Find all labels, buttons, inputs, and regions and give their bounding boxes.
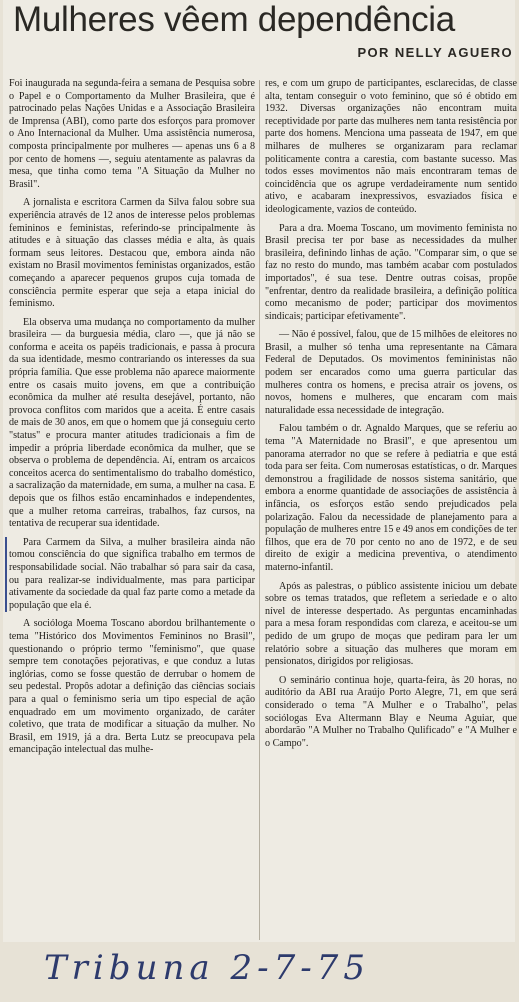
handwritten-source-note: Tribuna 2-7-75 — [44, 948, 370, 988]
article-column-left — [9, 78, 255, 763]
paragraph: Para a dra. Moema Toscano, um movimento feminista no Brasil precisa ter por base as necessidades da mulher brasileira, definindo linhas de ação. "Comparar sim, o que se faz no resto do mundo, mas também acabar com postulados importados", é sua tese. Dentre outras coisas, propõe "enfrentar, dentro da realidade brasileira, a definição política como mecanismo de poder; participar dos movimentos sindicais; participar efetivamente". — [265, 222, 517, 322]
paragraph: res, e com um grupo de participantes, esclarecidas, de classe alta, tentam conseguir o voto feminino, que só é obtido em 1932. Diversas organizações não encontram muita receptividade por parte das mulheres nem tanta resistência por parte dos homens. Menciona uma passeata de 1947, em que milhares de mulheres se organizaram para reclamar politicamente contra a carestia, com bastante sucesso. Mas todos esses movimentos não mais encontraram temas de coincidência que os agrupe verdadeiramente num sentido ativo, e acabaram inexpressivos, esvaziados física e ideologicamente, vazios de conteúdo. — [265, 78, 517, 215]
paragraph: Falou também o dr. Agnaldo Marques, que se referiu ao tema "A Maternidade no Brasil", e que apresentou um panorama aterrador no que se refere à pediatria e que está toda para ser feita. Com numerosas estatísticas, o dr. Marques demonstrou a fragilidade de nossos sistema sanitário, que embora a enorme quantidade de associações de assistência à infância, os esforços estão sendo prejudicados pela polarização. Falou da necessidade de planejamento para a população de mulheres entre 15 e 49 anos em condições de ter filhos, que era de 70 por cento no ano de 1972, e de seu direito de exigir a medicina preventiva, o atendimento materno-infantil. — [265, 423, 517, 573]
article-column-right — [265, 78, 517, 756]
paragraph: — Não é possível, falou, que de 15 milhões de eleitores no Brasil, a mulher só tenha uma representante na Câmara Federal de Deputados. Os movimentos femininistas não podem ser encarados como uma guerra particular das mulheres contra os homens, e precisa atrair os jovens, os novos, homens e mulheres, que encaram com mais naturalidade essa necessidade de integração. — [265, 329, 517, 416]
paragraph: Foi inaugurada na segunda-feira a semana de Pesquisa sobre o Papel e o Comportamento da Mulher Brasileira, que é patrocinado pelas Nações Unidas e a Associação Brasileira de Imprensa (ABI), como parte dos esforços para promover o Ano Internacional da Mulher. Uma assistência numerosa, composta principalmente por mulheres — apenas uns 6 a 8 por cento de homens —, seguiu atentamente as palavras da mesa, que tinha como tema "A Situação da Mulher no Brasil". — [9, 78, 255, 190]
paragraph: A jornalista e escritora Carmen da Silva falou sobre sua experiência através de 12 anos de interesse pelos problemas femininos e feministas, referindo-se principalmente às atitudes e à situação das classes média e alta, às quais formam seus leitores. Destacou que, embora ainda não existam no Brasil movimentos feministas organizados, estão começando a aparecer pequenos grupos cuja tomada de consciência permite esperar que seja a etapa inicial do feminismo. — [9, 197, 255, 310]
byline: POR NELLY AGUERO — [357, 45, 513, 60]
newspaper-clipping — [3, 0, 515, 942]
paragraph: Ela observa uma mudança no comportamento da mulher brasileira — da burguesia média, claro —, que já não se conforma e aceita os papéis tradicionais, e passa à procura da sua identidade, mesmo contrariando os interesses da sua própria família. Que esse problema não aparece maiormente entre os casais muito jovens, em que a contribuição econômica da mulher até resulta desejável, portanto, não provoca conflitos com maridos que a aceita. É entre casais de mais de 30 anos, em que o homem que já conseguiu certo "status" e procura manter atitudes tradicionais a fim de impedir a própria liberdade econômica da mulher, que se observa o problema de dependência. Aí, entram os arcaicos conceitos acerca do sentimentalismo do trabalho doméstico, a sacralização da maternidade, em suma, a mulher na casa. E depois que os filhos estão encaminhados e independentes, que a mulher retoma carreiras, trabalhos, faz cursos, na tentativa de recuperar sua identidade. — [9, 316, 255, 530]
paragraph-marked: Para Carmem da Silva, a mulher brasileira ainda não tomou consciência do que significa trabalho em termos de responsabilidade social. Não trabalhar só para sair da casa, ou para realizar-se individualmente, mas para participar ativamente da sociedade da qual faz parte como a metade da população que ela é. — [5, 537, 255, 613]
column-divider — [259, 80, 260, 940]
paragraph: Após as palestras, o público assistente iniciou um debate sobre os temas tratados, que refletem a seriedade e o alto nível de interesse despertado. As perguntas encaminhadas para a mesa foram respondidas com clareza, e aceitou-se um pedido de um grupo de moças que pediram para ler um relatório sobre a situação das mulheres que moram em pensionatos, dirigidos por religiosas. — [265, 580, 517, 668]
paragraph: A socióloga Moema Toscano abordou brilhantemente o tema "Histórico dos Movimentos Femininos no Brasil", questionando o próprio termo "feminismo", que quase sempre tem conotações pejorativas, e que conduz a lutas inglórias, como se fosse questão de derrubar o homem de seu pedestal. Propôs adotar a definição das ciências sociais para a qual o feminismo seria um tipo especial de ação enquadrado em um movimento organizado, de caráter coletivo, que trata de modificar a situação da mulher. No Brasil, em 1919, já a dra. Berta Lutz se preocupava pela emancipação intelectual das mulhe- — [9, 618, 255, 756]
headline: Mulheres vêem dependência — [13, 2, 455, 38]
paragraph: O seminário continua hoje, quarta-feira, às 20 horas, no auditório da ABI rua Araújo Porto Alegre, 71, em que será considerado o tema "A Mulher e o Trabalho", pelas sociólogas Eva Altermann Blay e Neuma Aguiar, que abordarão "A Mulher no Trabalho Qulificado" e "A Mulher e o Campo". — [265, 674, 517, 749]
